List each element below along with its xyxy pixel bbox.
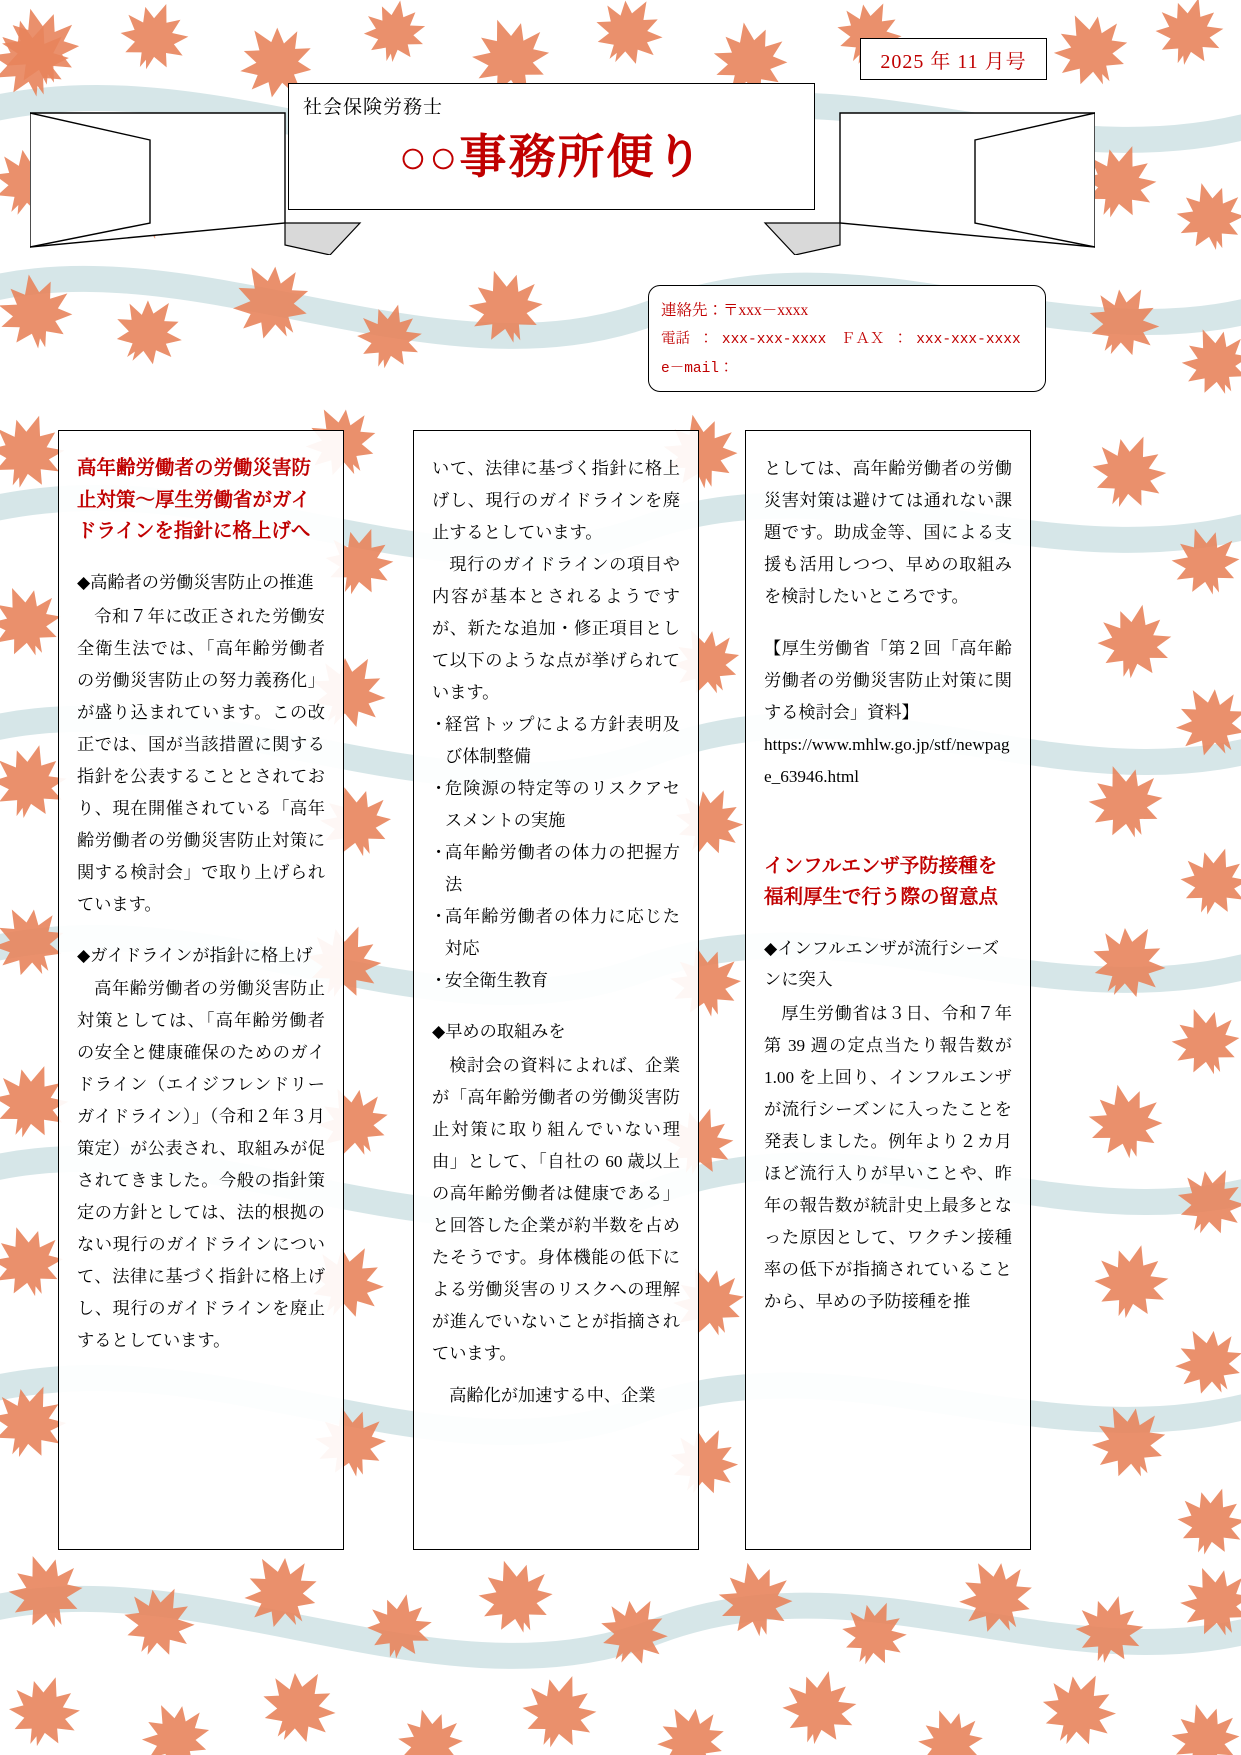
article1-title: 高年齢労働者の労働災害防止対策～厚生労働省がガイドラインを指針に格上げへ xyxy=(77,457,312,543)
list-item: ・ 高年齢労働者の体力の把握方法 xyxy=(432,837,680,901)
article1-heading-3: ◆早めの取組みを xyxy=(432,1021,566,1041)
newsletter-title-box xyxy=(288,83,815,210)
article1-bullet-list xyxy=(432,709,680,997)
contact-email: e－mail： xyxy=(661,361,734,377)
contact-address: 連絡先：〒xxx－xxxx xyxy=(661,302,809,319)
list-item: ・ 危険源の特定等のリスクアセスメントの実施 xyxy=(432,773,680,837)
article2-title: インフルエンザ予防接種を福利厚生で行う際の留意点 xyxy=(764,854,999,909)
article2-paragraph-1: 厚生労働省は３日、令和７年第 39 週の定点当たり報告数が 1.00 を上回り、インフルエンザが流行シーズンに入ったことを発表しました。例年より２カ月ほど流行入りが早いことや、昨年の報告数が統計史上最多となった原因として、ワクチン接種率の低下が指摘されていることから、早めの予防接種を推 xyxy=(764,1003,1012,1311)
article1-paragraph-5-start: 高齢化が加速する中、企業 xyxy=(449,1385,656,1405)
contact-info-box xyxy=(648,285,1046,392)
article1-source-url[interactable]: https://www.mhlw.go.jp/stf/newpage_63946.html xyxy=(764,734,1010,786)
article1-paragraph-1: 令和７年に改正された労働安全衛生法では、「高年齢労働者の労働災害防止の努力義務化」が盛り込まれています。この改正では、国が当該措置に関する指針を公表することとされており、現在開催されている「高年齢労働者の労働災害防止対策に関する検討会」で取り上げられています。 xyxy=(77,606,325,914)
article-column-3 xyxy=(745,430,1031,1550)
article1-heading-1: ◆高齢者の労働災害防止の推進 xyxy=(77,572,314,592)
contact-phone-fax: 電話 ： xxx-xxx-xxxx ＦＡＸ ： xxx-xxx-xxxx xyxy=(661,332,1021,348)
article1-paragraph-3: 現行のガイドラインの項目や内容が基本とされるようですが、新たな追加・修正項目として以下のような点が挙げられています。 xyxy=(432,554,680,702)
issue-date-text: 2025 年 11 月号 xyxy=(880,50,1027,73)
article2-heading-1: ◆インフルエンザが流行シーズンに突入 xyxy=(764,939,1000,989)
article1-paragraph-2-cont: いて、法律に基づく指針に格上げし、現行のガイドラインを廃止するとしています。 xyxy=(432,459,680,542)
article1-paragraph-2: 高年齢労働者の労働災害防止対策としては、「高年齢労働者の安全と健康確保のためのガイドライン（エイジフレンドリーガイドライン）」（令和２年３月策定）が公表され、取組みが促されてきました。今般の指針策定の方針としては、法的根拠のない現行のガイドラインについて、法律に基づく指針に格上げし、現行のガイドラインを廃止するとしています。 xyxy=(77,979,325,1351)
title-subtitle: 社会保険労務士 xyxy=(303,97,444,118)
article1-heading-2: ◆ガイドラインが指針に格上げ xyxy=(77,945,313,965)
article1-source: 【厚生労働省「第２回「高年齢労働者の労働災害防止対策に関する検討会」資料】 xyxy=(764,638,1012,722)
issue-date-badge xyxy=(860,38,1047,80)
article-column-2 xyxy=(413,430,699,1550)
list-item: ・ 経営トップによる方針表明及び体制整備 xyxy=(432,709,680,773)
list-item: ・ 高年齢労働者の体力に応じた対応 xyxy=(432,901,680,965)
page-title: ○○事務所便り xyxy=(398,132,705,184)
article1-paragraph-5-cont: としては、高年齢労働者の労働災害対策は避けては通れない課題です。助成金等、国による支援も活用しつつ、早めの取組みを検討したいところです。 xyxy=(764,459,1012,606)
article1-paragraph-4: 検討会の資料によれば、企業が「高年齢労働者の労働災害防止対策に取り組んでいない理由」として、「自社の 60 歳以上の高年齢労働者は健康である」と回答した企業が約半数を占めたそうです。身体機能の低下による労働災害のリスクへの理解が進んでいないことが指摘されています。 xyxy=(432,1055,680,1363)
article-column-1 xyxy=(58,430,344,1550)
list-item: ・ 安全衛生教育 xyxy=(432,965,680,997)
